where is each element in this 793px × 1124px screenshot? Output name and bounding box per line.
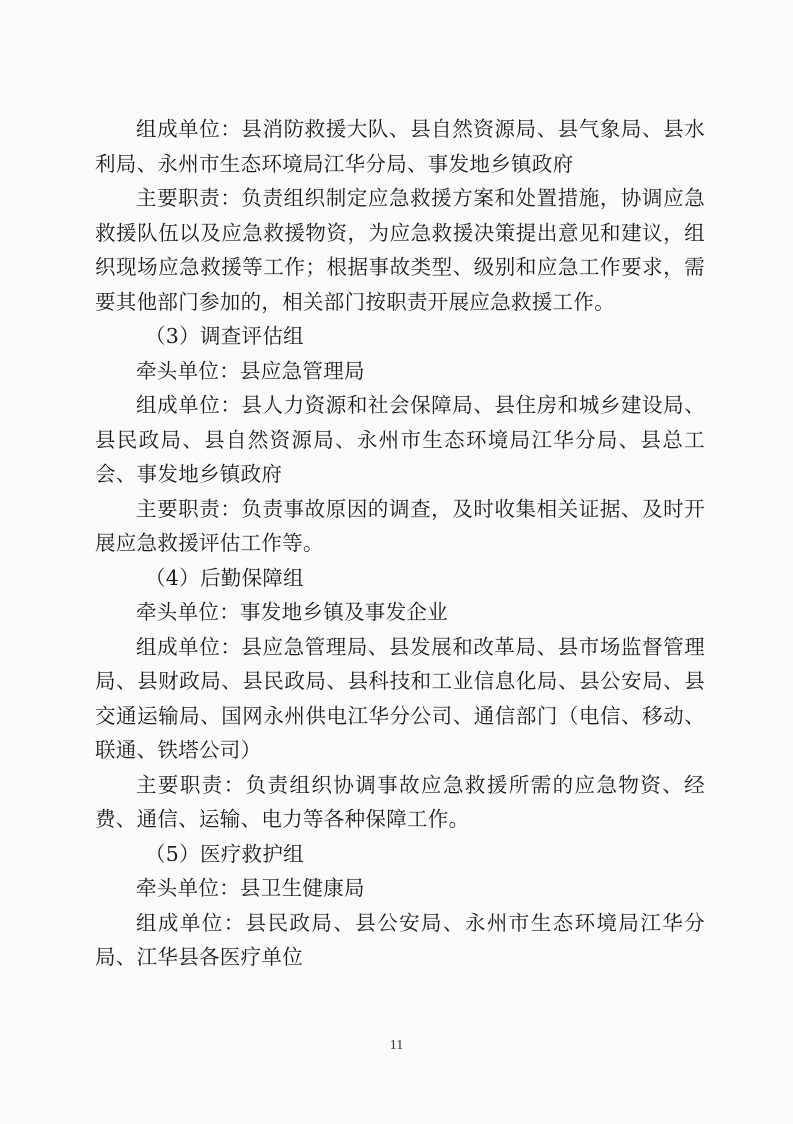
paragraph-lead-unit-logistics: 牵头单位：事发地乡镇及事发企业: [136, 600, 448, 624]
section-heading-investigation: （3）调查评估组: [145, 324, 304, 348]
paragraph-lead-unit-investigation: 牵头单位：县应急管理局: [136, 358, 365, 383]
paragraph-composition-units-logistics: 组成单位：县应急管理局、县发展和改革局、县市场监督管理局、县财政局、县民政局、县科技和工业信息化局、县公安局、县交通运输局、国网永州供电江华分公司、通信部门（电信、移动、联通、铁塔公司）: [95, 634, 705, 762]
section-heading-logistics: （4）后勤保障组: [145, 565, 304, 590]
paragraph-main-duties-logistics: 主要职责：负责组织协调事故应急救援所需的应急物资、经费、通信、运输、电力等各种保障工作。: [95, 772, 705, 831]
document-body: [95, 112, 705, 975]
paragraph-composition-units-rescue: 组成单位：县消防救援大队、县自然资源局、县气象局、县水利局、永州市生态环境局江华分局、事发地乡镇政府: [95, 117, 705, 176]
paragraph-lead-unit-medical: 牵头单位：县卫生健康局: [136, 876, 365, 900]
paragraph-composition-units-investigation: 组成单位：县人力资源和社会保障局、县住房和城乡建设局、县民政局、县自然资源局、永州市生态环境局江华分局、县总工会、事发地乡镇政府: [95, 393, 705, 486]
section-heading-medical: （5）医疗救护组: [145, 841, 304, 866]
paragraph-main-duties-rescue: 主要职责：负责组织制定应急救援方案和处置措施，协调应急救援队伍以及应急救援物资，为应急救援决策提出意见和建议，组织现场应急救援等工作；根据事故类型、级别和应急工作要求，需要其他部门参加的，相关部门按职责开展应急救援工作。: [95, 186, 705, 314]
page-number: 11: [389, 1038, 404, 1053]
paragraph-main-duties-investigation: 主要职责：负责事故原因的调查，及时收集相关证据、及时开展应急救援评估工作等。: [95, 496, 705, 555]
paragraph-composition-units-medical: 组成单位：县民政局、县公安局、永州市生态环境局江华分局、江华县各医疗单位: [95, 910, 705, 969]
